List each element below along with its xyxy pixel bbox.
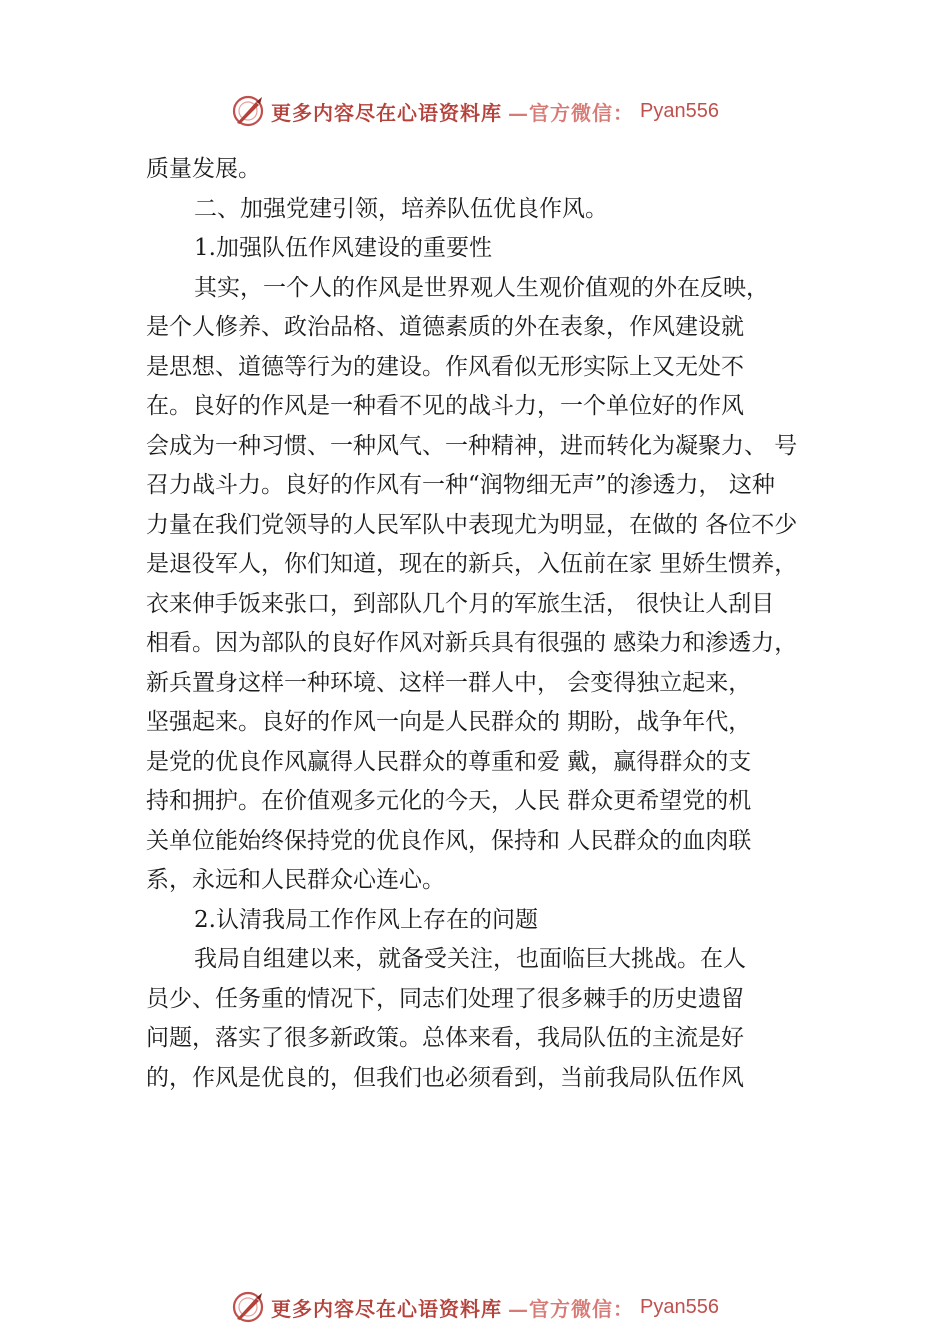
text-line: 我局自组建以来，就备受关注，也面临巨大挑战。在人 xyxy=(194,946,746,972)
text-line: 是思想、道德等行为的建设。作风看似无形实际上又无处不 xyxy=(146,353,744,380)
text-line: 持和拥护。在价值观多元化的今天，人民 群众更希望党的机 xyxy=(146,788,752,814)
text-line: 是退役军人，你们知道，现在的新兵，入伍前在家 里娇生惯养， xyxy=(146,551,798,577)
text-line: 系，永远和人民群众心连心。 xyxy=(146,867,445,893)
text-line: 的，作风是优良的，但我们也必须看到，当前我局队伍作风 xyxy=(146,1064,744,1091)
text-line: 其实，一个人的作风是世界观人生观价值观的外在反映， xyxy=(194,274,769,301)
text-line: 是党的优良作风赢得人民群众的尊重和爱 戴，赢得群众的支 xyxy=(146,748,752,775)
footer-watermark xyxy=(0,1290,950,1324)
text-line: 关单位能始终保持党的优良作风，保持和 人民群众的血肉联 xyxy=(146,827,752,854)
text-line: 质量发展。 xyxy=(146,156,261,182)
document-body xyxy=(146,150,846,1098)
watermark-slogan: 更多内容尽在心语资料库 xyxy=(271,100,503,125)
text-line: 相看。因为部队的良好作风对新兵具有很强的 感染力和渗透力， xyxy=(146,630,798,656)
header-watermark xyxy=(0,94,950,128)
text-line: 衣来伸手饭来张口，到部队几个月的军旅生活， 很快让人刮目 xyxy=(146,590,775,617)
watermark-official-label: —官方微信： xyxy=(508,1296,635,1321)
watermark-slogan: 更多内容尽在心语资料库 xyxy=(271,1296,503,1321)
watermark-handle: Pyan556 xyxy=(640,1295,719,1318)
text-line: 问题，落实了很多新政策。总体来看，我局队伍的主流是好 xyxy=(146,1025,744,1051)
text-line: 力量在我们党领导的人民军队中表现尤为明显，在做的 各位不少 xyxy=(146,511,798,538)
subsection-heading: 1.加强队伍作风建设的重要性 xyxy=(194,235,492,261)
watermark-handle: Pyan556 xyxy=(640,99,719,122)
quill-pen-logo-icon xyxy=(231,1290,265,1324)
text-line: 在。良好的作风是一种看不见的战斗力，一个单位好的作风 xyxy=(146,393,744,419)
text-line: 坚强起来。良好的作风一向是人民群众的 期盼，战争年代， xyxy=(146,709,752,735)
subsection-heading: 2.认清我局工作作风上存在的问题 xyxy=(194,906,538,933)
text-line: 员少、任务重的情况下，同志们处理了很多棘手的历史遗留 xyxy=(146,985,744,1012)
text-line: 是个人修养、政治品格、道德素质的外在表象，作风建设就 xyxy=(146,314,744,340)
quill-pen-logo-icon xyxy=(231,94,265,128)
text-line: 新兵置身这样一种环境、这样一群人中， 会变得独立起来， xyxy=(146,669,752,696)
text-line: 召力战斗力。良好的作风有一种“润物细无声”的渗透力， 这种 xyxy=(146,472,775,498)
text-line: 会成为一种习惯、一种风气、一种精神，进而转化为凝聚力、 号 xyxy=(146,432,798,459)
section-heading: 二、加强党建引领，培养队伍优良作风。 xyxy=(194,195,608,222)
watermark-official-label: —官方微信： xyxy=(508,100,635,125)
